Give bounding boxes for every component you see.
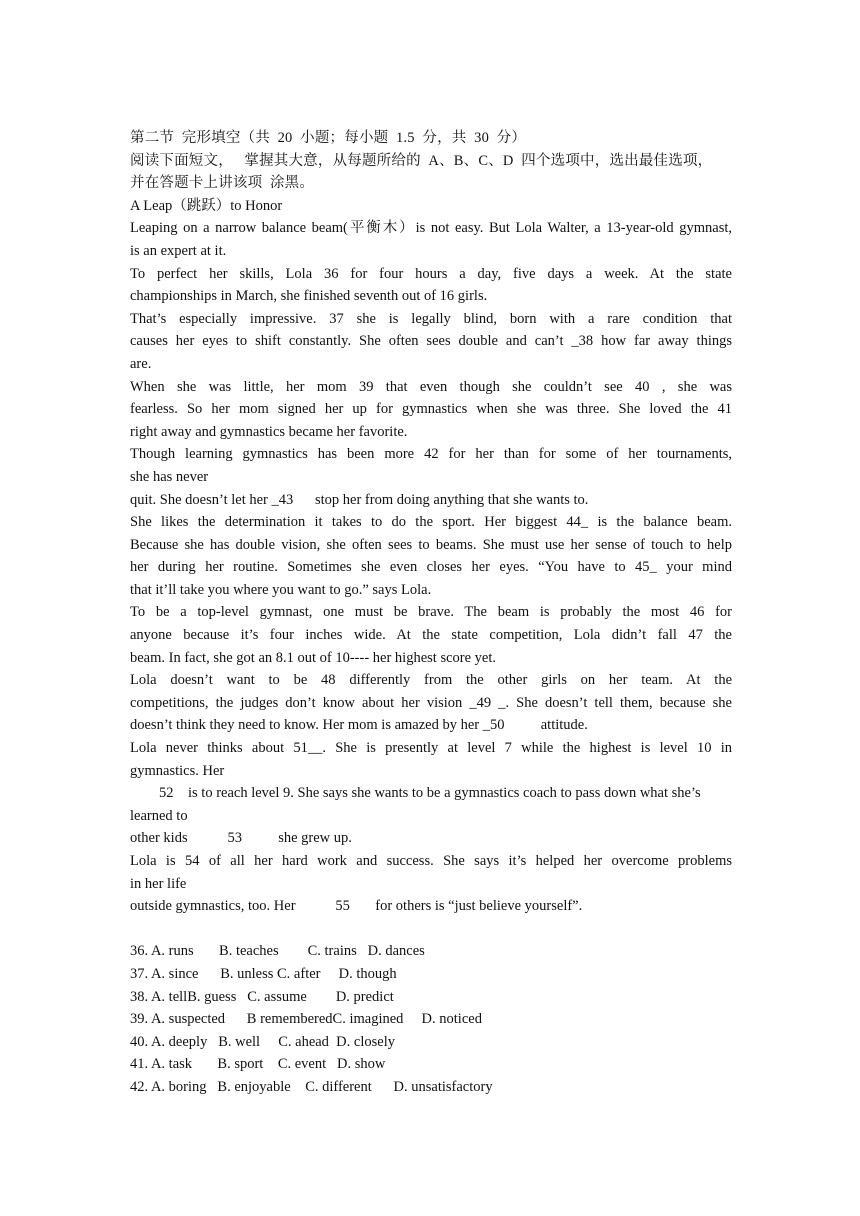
options-list <box>130 940 732 1098</box>
option-line: 39. A. suspected B rememberedC. imagined D. noticed <box>130 1011 482 1028</box>
passage-line: competitions, the judges don’t know about her vision _49 _. She doesn’t tell them, because she <box>130 694 732 711</box>
passage-line: that it’ll take you where you want to go.” says Lola. <box>130 581 432 598</box>
passage-line: fearless. So her mom signed her up for gymnastics when she was three. She loved the 41 <box>130 401 732 418</box>
passage-line: Lola is 54 of all her hard work and success. She says it’s helped her overcome problems <box>130 853 732 869</box>
passage-line: other kids 53 she grew up. <box>130 830 352 847</box>
passage-line: To perfect her skills, Lola 36 for four hours a day, five days a week. At the state <box>130 265 732 282</box>
option-line: 36. A. runs B. teaches C. trains D. dances <box>130 943 425 960</box>
passage-title: A Leap（跳跃）to Honor <box>130 197 283 214</box>
passage-line: gymnastics. Her <box>130 762 225 779</box>
passage-line: championships in March, she finished seventh out of 16 girls. <box>130 288 488 305</box>
passage-line: To be a top-level gymnast, one must be brave. The beam is probably the most 46 for <box>130 604 732 621</box>
option-line: 40. A. deeply B. well C. ahead D. closely <box>130 1033 395 1050</box>
passage-line: That’s especially impressive. 37 she is legally blind, born with a rare condition that <box>130 310 732 327</box>
passage-line: she has never <box>130 468 209 485</box>
instruction-line: 阅读下面短文， 掌握其大意，从每题所给的 A、B、C、D 四个选项中，选出最佳选项， <box>130 152 713 169</box>
passage-line: beam. In fact, she got an 8.1 out of 10---- her highest score yet. <box>130 649 497 666</box>
passage-line: causes her eyes to shift constantly. She often sees double and can’t _38 how far away things <box>130 333 732 350</box>
passage-line: outside gymnastics, too. Her 55 for others is “just believe yourself”. <box>130 898 583 915</box>
cloze-section <box>130 127 732 1099</box>
spacer <box>130 918 732 941</box>
passage-line: quit. She doesn’t let her _43 stop her from doing anything that she wants to. <box>130 491 589 508</box>
passage-line: Lola never thinks about 51__. She is presently at level 7 while the highest is level 10 in <box>130 740 732 757</box>
passage-line: Because she has double vision, she often sees to beams. She must use her sense of touch to help <box>130 536 732 553</box>
passage-line: learned to <box>130 807 188 824</box>
option-line: 42. A. boring B. enjoyable C. different D. unsatisfactory <box>130 1078 493 1095</box>
passage-line: doesn’t think they need to know. Her mom is amazed by her _50 attitude. <box>130 717 588 734</box>
instruction-line: 并在答题卡上讲该项 涂黑。 <box>130 175 315 192</box>
passage-line: in her life <box>130 875 187 892</box>
passage-text <box>130 217 732 917</box>
passage-line: right away and gymnastics became her favorite. <box>130 423 408 440</box>
passage-line: are. <box>130 355 152 372</box>
passage-line: 52 is to reach level 9. She says she wants to be a gymnastics coach to pass down what she’s <box>130 785 701 802</box>
passage-line: is an expert at it. <box>130 242 227 259</box>
option-line: 41. A. task B. sport C. event D. show <box>130 1056 386 1073</box>
option-line: 38. A. tellB. guess C. assume D. predict <box>130 988 394 1005</box>
option-line: 37. A. since B. unless C. after D. though <box>130 965 397 982</box>
passage-line: anyone because it’s four inches wide. At the state competition, Lola didn’t fall 47 the <box>130 627 732 644</box>
passage-line: Though learning gymnastics has been more 42 for her than for some of her tournaments, <box>130 446 732 463</box>
passage-line: She likes the determination it takes to do the sport. Her biggest 44_ is the balance beam. <box>130 514 732 531</box>
passage-line: Lola doesn’t want to be 48 differently from the other girls on her team. At the <box>130 672 732 689</box>
passage-line: her during her routine. Sometimes she even closes her eyes. “You have to 45_ your mind <box>130 559 732 576</box>
passage-line: When she was little, her mom 39 that even though she couldn’t see 40 , she was <box>130 378 732 395</box>
section-heading: 第二节 完形填空（共 20 小题；每小题 1.5 分，共 30 分） <box>130 130 527 146</box>
passage-line: Leaping on a narrow balance beam(平衡木）is not easy. But Lola Walter, a 13-year-old gymnast, <box>130 220 732 237</box>
